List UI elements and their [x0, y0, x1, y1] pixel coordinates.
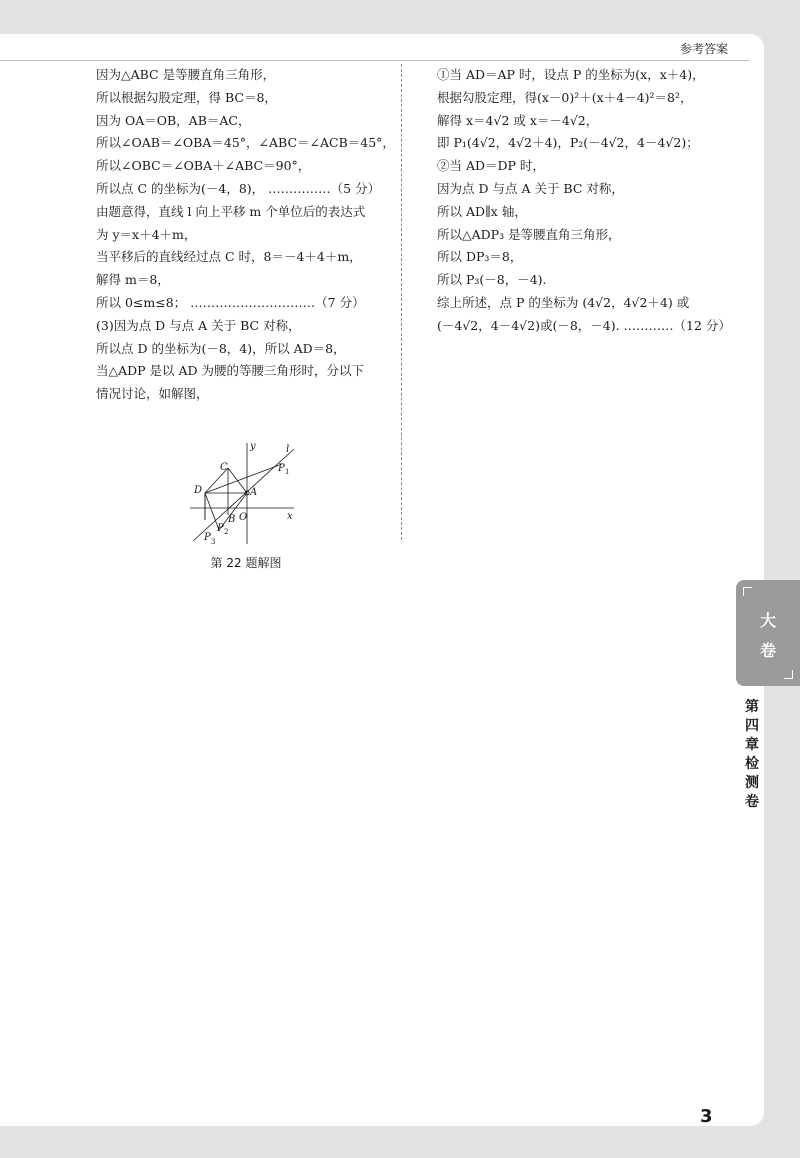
label-p1: P	[278, 463, 285, 474]
text-line: (－4√2，4－4√2)或(－8，－4). …………（12 分）	[437, 317, 731, 333]
text-line: 所以 0≤m≤8； …………………………（7 分）	[96, 294, 365, 310]
text-line: 所以点 D 的坐标为(－8，4)，所以 AD＝8，	[96, 340, 346, 356]
text-line: 所以 P₃(－8，－4).	[437, 272, 547, 288]
text-line: 情况讨论，如解图，	[96, 386, 209, 402]
text-line: 由题意得，直线 l 向上平移 m 个单位后的表达式	[96, 203, 366, 219]
tab-char-da: 大	[759, 611, 776, 630]
label-p2-sub: 2	[224, 528, 229, 536]
chapter-char: 检	[745, 756, 759, 772]
text-line: 所以根据勾股定理，得 BC＝8，	[96, 89, 277, 105]
chapter-char: 章	[745, 737, 759, 753]
text-line: 解得 x＝4√2 或 x＝－4√2，	[437, 112, 599, 128]
chapter-char: 四	[745, 718, 759, 734]
header-rule	[0, 60, 750, 61]
label-p3-sub: 3	[211, 538, 216, 546]
text-line: 因为点 D 与点 A 关于 BC 对称，	[437, 180, 624, 196]
text-line: 所以 DP₃＝8，	[437, 249, 523, 265]
chapter-char: 卷	[745, 794, 759, 810]
text-line: 所以点 C 的坐标为(－4，8)， ……………（5 分）	[96, 180, 381, 196]
solution-figure	[190, 440, 304, 546]
column-divider	[401, 64, 402, 540]
page	[0, 34, 764, 1126]
text-line: 根据勾股定理，得(x－0)²＋(x＋4－4)²＝8²，	[437, 89, 693, 105]
page-number: 3	[700, 1106, 713, 1127]
label-p1-sub: 1	[285, 468, 290, 476]
text-line: 所以∠OAB＝∠OBA＝45°，∠ABC＝∠ACB＝45°，	[96, 135, 395, 151]
side-tab	[736, 580, 800, 686]
text-line: 即 P₁(4√2，4√2＋4)，P₂(－4√2，4－4√2)；	[437, 135, 699, 151]
text-line: 因为 OA＝OB，AB＝AC，	[96, 112, 251, 128]
label-x: x	[287, 511, 293, 522]
chapter-label	[742, 698, 762, 812]
text-line: 所以∠OBC＝∠OBA＋∠ABC＝90°，	[96, 158, 311, 174]
tab-corner-mark	[784, 670, 793, 679]
label-l: l	[286, 444, 290, 455]
text-line: 所以△ADP₃ 是等腰直角三角形，	[437, 226, 621, 242]
tab-char-juan: 卷	[759, 641, 776, 660]
label-d: D	[194, 485, 203, 496]
label-y: y	[250, 441, 256, 452]
text-line: 当△ADP 是以 AD 为腰的等腰三角形时，分以下	[96, 363, 365, 379]
label-a: A	[250, 487, 258, 498]
right-column	[437, 64, 731, 338]
label-b: B	[228, 514, 236, 525]
chapter-char: 测	[745, 775, 759, 791]
left-column	[96, 64, 396, 406]
tab-corner-mark	[743, 587, 752, 596]
text-line: (3)因为点 D 与点 A 关于 BC 对称，	[96, 317, 301, 333]
text-line: 因为△ABC 是等腰直角三角形，	[96, 67, 276, 82]
label-p3: P	[204, 532, 211, 543]
text-line: 综上所述，点 P 的坐标为 (4√2，4√2＋4) 或	[437, 294, 690, 310]
text-line: ②当 AD＝DP 时，	[437, 158, 545, 174]
text-line: ①当 AD＝AP 时，设点 P 的坐标为(x，x＋4)，	[437, 67, 705, 82]
label-o: O	[239, 512, 248, 523]
label-c: C	[220, 462, 228, 473]
chapter-char: 第	[745, 699, 759, 715]
text-line: 解得 m＝8，	[96, 272, 170, 288]
label-p2: P	[217, 523, 224, 534]
text-line: 当平移后的直线经过点 C 时，8＝－4＋4＋m，	[96, 249, 362, 265]
text-line: 所以 AD∥x 轴，	[437, 203, 527, 219]
header-title: 参考答案	[679, 42, 728, 56]
segment-ca	[228, 468, 247, 493]
text-line: 为 y＝x＋4＋m，	[96, 226, 197, 242]
figure-caption: 第 22 题解图	[210, 556, 282, 570]
